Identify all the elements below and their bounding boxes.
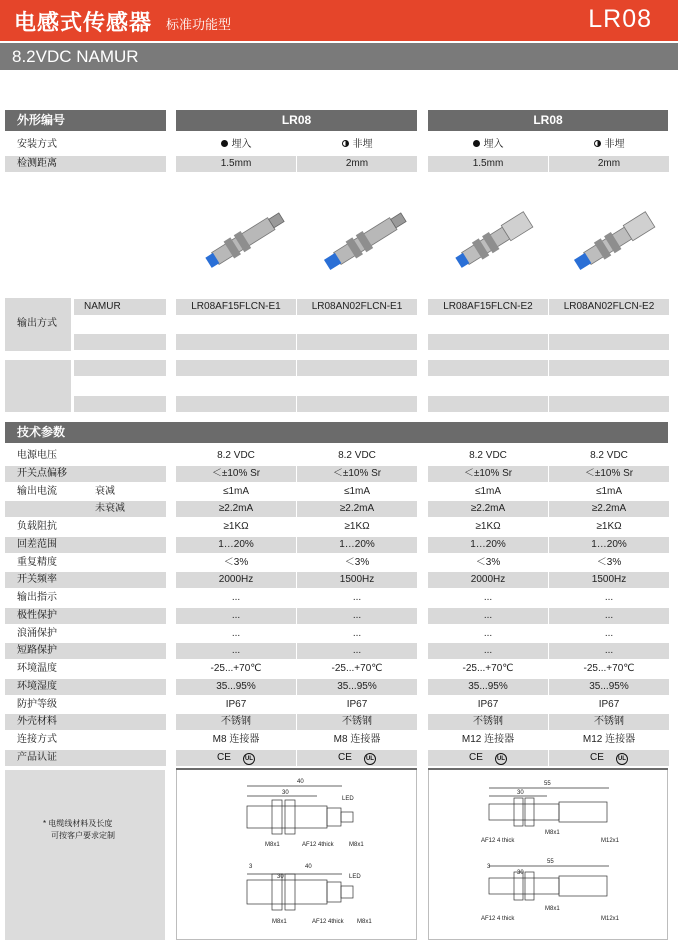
tech-row-value: ＜3% xyxy=(344,557,370,568)
tech-row-value: ... xyxy=(604,592,614,603)
half-circle-icon xyxy=(594,140,601,147)
tech-row-label: 开关点偏移 xyxy=(5,466,166,482)
tech-row-value: 8.2 VDC xyxy=(469,450,507,461)
ul-mark-icon: UL xyxy=(243,753,255,765)
dimension-label: 3 xyxy=(249,864,253,870)
tech-row-label: 外壳材料 xyxy=(5,714,166,730)
tech-row-value: -25...+70℃ xyxy=(462,663,514,674)
tech-row-value: IP67 xyxy=(225,699,247,710)
tech-row-value: M12 连接器 xyxy=(461,734,515,745)
tech-row-value: ... xyxy=(604,628,614,639)
thread-label: M8x1 xyxy=(545,830,560,836)
tech-row-value: 2000Hz xyxy=(428,572,548,588)
tech-row-value: ... xyxy=(297,608,417,624)
empty-cell xyxy=(549,396,669,412)
tech-row-value: 35...95% xyxy=(297,679,417,695)
tech-row-value: IP67 xyxy=(346,699,368,710)
tech-row-value: 不锈钢 xyxy=(549,714,669,730)
dimension-drawing-e2 xyxy=(428,770,668,940)
tech-row-value xyxy=(428,750,548,766)
mounting-value: 埋入 xyxy=(428,137,548,153)
dimension-label: 40 xyxy=(305,864,312,870)
tech-row-value xyxy=(549,750,669,766)
dimension-label: 30 xyxy=(277,874,284,880)
output-model: LR08AN02FLCN-E2 xyxy=(549,299,669,315)
tech-row-value: ... xyxy=(549,608,669,624)
tech-row-value: 不锈钢 xyxy=(428,714,548,730)
tech-row-value: ＜±10% Sr xyxy=(428,466,548,482)
dimension-label: 30 xyxy=(517,870,524,876)
empty-cell xyxy=(297,396,417,412)
filled-circle-icon xyxy=(473,140,480,147)
sensor-product-image xyxy=(312,195,422,285)
tech-row-value: ≤1mA xyxy=(222,486,250,497)
tech-row-value: ... xyxy=(483,592,493,603)
tech-row-value: 1…20% xyxy=(297,537,417,553)
dimension-drawing-svg xyxy=(429,770,669,940)
empty-cell xyxy=(74,334,166,350)
empty-cell xyxy=(74,396,166,412)
tech-row-label: 防护等级 xyxy=(17,699,57,710)
distance-value: 1.5mm xyxy=(428,156,548,172)
tech-row-value: M12 连接器 xyxy=(582,734,636,745)
dimension-drawing-svg xyxy=(177,770,418,940)
tech-row-value: ... xyxy=(176,643,296,659)
tech-row-value: IP67 xyxy=(598,699,620,710)
note-box xyxy=(5,770,165,940)
tech-row-value: M8 连接器 xyxy=(333,734,381,745)
sensor-product-image xyxy=(440,195,550,285)
tech-row-value: ... xyxy=(352,628,362,639)
tech-row-value: ＜3% xyxy=(475,557,501,568)
af-label: AF12 4thick xyxy=(302,842,334,848)
tech-row-label: 开关频率 xyxy=(5,572,166,588)
thread-label: M8x1 xyxy=(357,919,372,925)
tech-row-value: 2000Hz xyxy=(176,572,296,588)
sensor-product-image xyxy=(562,195,672,285)
page-header xyxy=(0,0,678,41)
tech-row-value: ＜±10% Sr xyxy=(297,466,417,482)
ul-mark-icon: UL xyxy=(364,753,376,765)
distance-label: 检测距离 xyxy=(5,156,166,172)
thread-label: M12x1 xyxy=(601,838,620,844)
tech-row-label: 环境湿度 xyxy=(5,679,166,695)
tech-row-value: -25...+70℃ xyxy=(210,663,262,674)
tech-params-header: 技术参数 xyxy=(5,422,668,443)
sensor-product-image xyxy=(190,195,300,285)
af-label: AF12 4 thick xyxy=(481,916,515,922)
tech-row-value: 1500Hz xyxy=(549,572,669,588)
mounting-value: 非埋 xyxy=(297,137,417,153)
tech-row-value: ≥1KΩ xyxy=(475,521,501,532)
dimension-drawing-e1 xyxy=(176,770,417,940)
tech-row-value: ≥2.2mA xyxy=(297,501,417,517)
tech-row-value: ≥2.2mA xyxy=(428,501,548,517)
tech-row-value: ＜3% xyxy=(596,557,622,568)
tech-row-label: 负载阻抗 xyxy=(17,521,57,532)
tech-row-value: ≥1KΩ xyxy=(596,521,622,532)
led-label: LED xyxy=(342,796,354,802)
dimension-label: 3 xyxy=(487,864,491,870)
dimension-label: 40 xyxy=(297,779,304,785)
tech-row-value: ≤1mA xyxy=(474,486,502,497)
ul-mark-icon: UL xyxy=(616,753,628,765)
tech-row-value: -25...+70℃ xyxy=(583,663,635,674)
tech-row-label: 环境温度 xyxy=(17,663,57,674)
distance-value: 2mm xyxy=(297,156,417,172)
output-model: LR08AF15FLCN-E2 xyxy=(428,299,548,315)
empty-cell xyxy=(176,396,296,412)
tech-row-value: ... xyxy=(297,643,417,659)
thread-label: M8x1 xyxy=(272,919,287,925)
tech-row-label: 产品认证 xyxy=(5,750,166,766)
tech-row-value: M8 连接器 xyxy=(212,734,260,745)
ce-mark-icon: CE xyxy=(590,752,604,763)
tech-row-value: ... xyxy=(176,608,296,624)
dimension-label: 55 xyxy=(544,781,551,787)
group-b-header: LR08 xyxy=(428,110,668,131)
mounting-value: 埋入 xyxy=(176,137,296,153)
tech-row-value: ≤1mA xyxy=(595,486,623,497)
dimension-label: 30 xyxy=(517,790,524,796)
tech-row-value: ≥2.2mA xyxy=(176,501,296,517)
empty-cell xyxy=(428,360,548,376)
tech-row-label: 输出电流 xyxy=(17,486,57,497)
note-line: 可按客户要求定制 xyxy=(51,831,115,840)
empty-cell xyxy=(176,334,296,350)
voltage-banner xyxy=(0,43,678,70)
tech-row-value: ≥2.2mA xyxy=(549,501,669,517)
tech-row-value: 35...95% xyxy=(176,679,296,695)
product-series-subtitle: 标准功能型 xyxy=(166,17,232,32)
tech-row-sublabel: 未衰减 xyxy=(81,501,166,517)
tech-row-value: -25...+70℃ xyxy=(331,663,383,674)
output-label: 输出方式 xyxy=(17,318,57,329)
tech-row-value: 1…20% xyxy=(549,537,669,553)
empty-cell xyxy=(297,334,417,350)
af-label: AF12 4 thick xyxy=(481,838,515,844)
tech-row-label: 连接方式 xyxy=(17,734,57,745)
thread-label: M12x1 xyxy=(601,916,620,922)
tech-row-label xyxy=(5,501,81,517)
tech-row-value: 8.2 VDC xyxy=(590,450,628,461)
model-code: LR08 xyxy=(588,5,652,33)
empty-block xyxy=(5,360,71,412)
tech-row-value xyxy=(176,750,296,766)
tech-row-value xyxy=(297,750,417,766)
empty-cell xyxy=(74,360,166,376)
tech-row-value: ＜±10% Sr xyxy=(176,466,296,482)
namur-label: NAMUR xyxy=(74,299,166,315)
dimension-label: 55 xyxy=(547,859,554,865)
tech-row-value: ... xyxy=(231,628,241,639)
output-model: LR08AN02FLCN-E1 xyxy=(297,299,417,315)
tech-row-value: ＜3% xyxy=(223,557,249,568)
tech-row-label: 电源电压 xyxy=(17,450,57,461)
ce-mark-icon: CE xyxy=(217,752,231,763)
empty-cell xyxy=(428,334,548,350)
tech-row-value: ≥1KΩ xyxy=(344,521,370,532)
thread-label: M8x1 xyxy=(265,842,280,848)
tech-row-value: 1…20% xyxy=(428,537,548,553)
output-model: LR08AF15FLCN-E1 xyxy=(176,299,296,315)
tech-row-value: 不锈钢 xyxy=(297,714,417,730)
tech-row-label: 短路保护 xyxy=(5,643,166,659)
tech-row-value: ... xyxy=(231,592,241,603)
empty-cell xyxy=(428,396,548,412)
shape-code-label: 外形编号 xyxy=(5,110,166,131)
product-category-title: 电感式传感器 xyxy=(14,10,153,35)
tech-row-value: 35...95% xyxy=(428,679,548,695)
tech-row-value: 1…20% xyxy=(176,537,296,553)
mounting-value: 非埋 xyxy=(549,137,669,153)
tech-row-value: ≤1mA xyxy=(343,486,371,497)
mounting-label: 安装方式 xyxy=(17,139,57,150)
tech-row-label: 浪涌保护 xyxy=(17,628,57,639)
group-a-header: LR08 xyxy=(176,110,417,131)
empty-cell xyxy=(176,360,296,376)
led-label: LED xyxy=(349,874,361,880)
tech-row-value: ＜±10% Sr xyxy=(549,466,669,482)
tech-row-label: 极性保护 xyxy=(5,608,166,624)
distance-value: 1.5mm xyxy=(176,156,296,172)
tech-row-label: 重复精度 xyxy=(17,557,57,568)
dimension-label: 30 xyxy=(282,790,289,796)
note-line: * 电缆线材料及长度 xyxy=(43,819,113,828)
ce-mark-icon: CE xyxy=(338,752,352,763)
empty-cell xyxy=(549,334,669,350)
distance-value: 2mm xyxy=(549,156,669,172)
tech-row-value: 8.2 VDC xyxy=(217,450,255,461)
ce-mark-icon: CE xyxy=(469,752,483,763)
voltage-banner-text: 8.2VDC NAMUR xyxy=(12,47,139,66)
filled-circle-icon xyxy=(221,140,228,147)
tech-row-value: IP67 xyxy=(477,699,499,710)
tech-row-value: 不锈钢 xyxy=(176,714,296,730)
tech-row-value: ... xyxy=(428,643,548,659)
ul-mark-icon: UL xyxy=(495,753,507,765)
tech-row-value: 8.2 VDC xyxy=(338,450,376,461)
tech-row-value: 1500Hz xyxy=(297,572,417,588)
thread-label: M8x1 xyxy=(545,906,560,912)
tech-row-value: ... xyxy=(428,608,548,624)
tech-row-sublabel: 衰减 xyxy=(95,486,115,497)
af-label: AF12 4thick xyxy=(312,919,344,925)
tech-row-value: ≥1KΩ xyxy=(223,521,249,532)
empty-cell xyxy=(297,360,417,376)
thread-label: M8x1 xyxy=(349,842,364,848)
tech-row-label: 回差范围 xyxy=(5,537,166,553)
half-circle-icon xyxy=(342,140,349,147)
tech-row-value: 35...95% xyxy=(549,679,669,695)
tech-row-label: 输出指示 xyxy=(17,592,57,603)
tech-row-value: ... xyxy=(483,628,493,639)
tech-row-value: ... xyxy=(549,643,669,659)
tech-row-value: ... xyxy=(352,592,362,603)
empty-cell xyxy=(549,360,669,376)
